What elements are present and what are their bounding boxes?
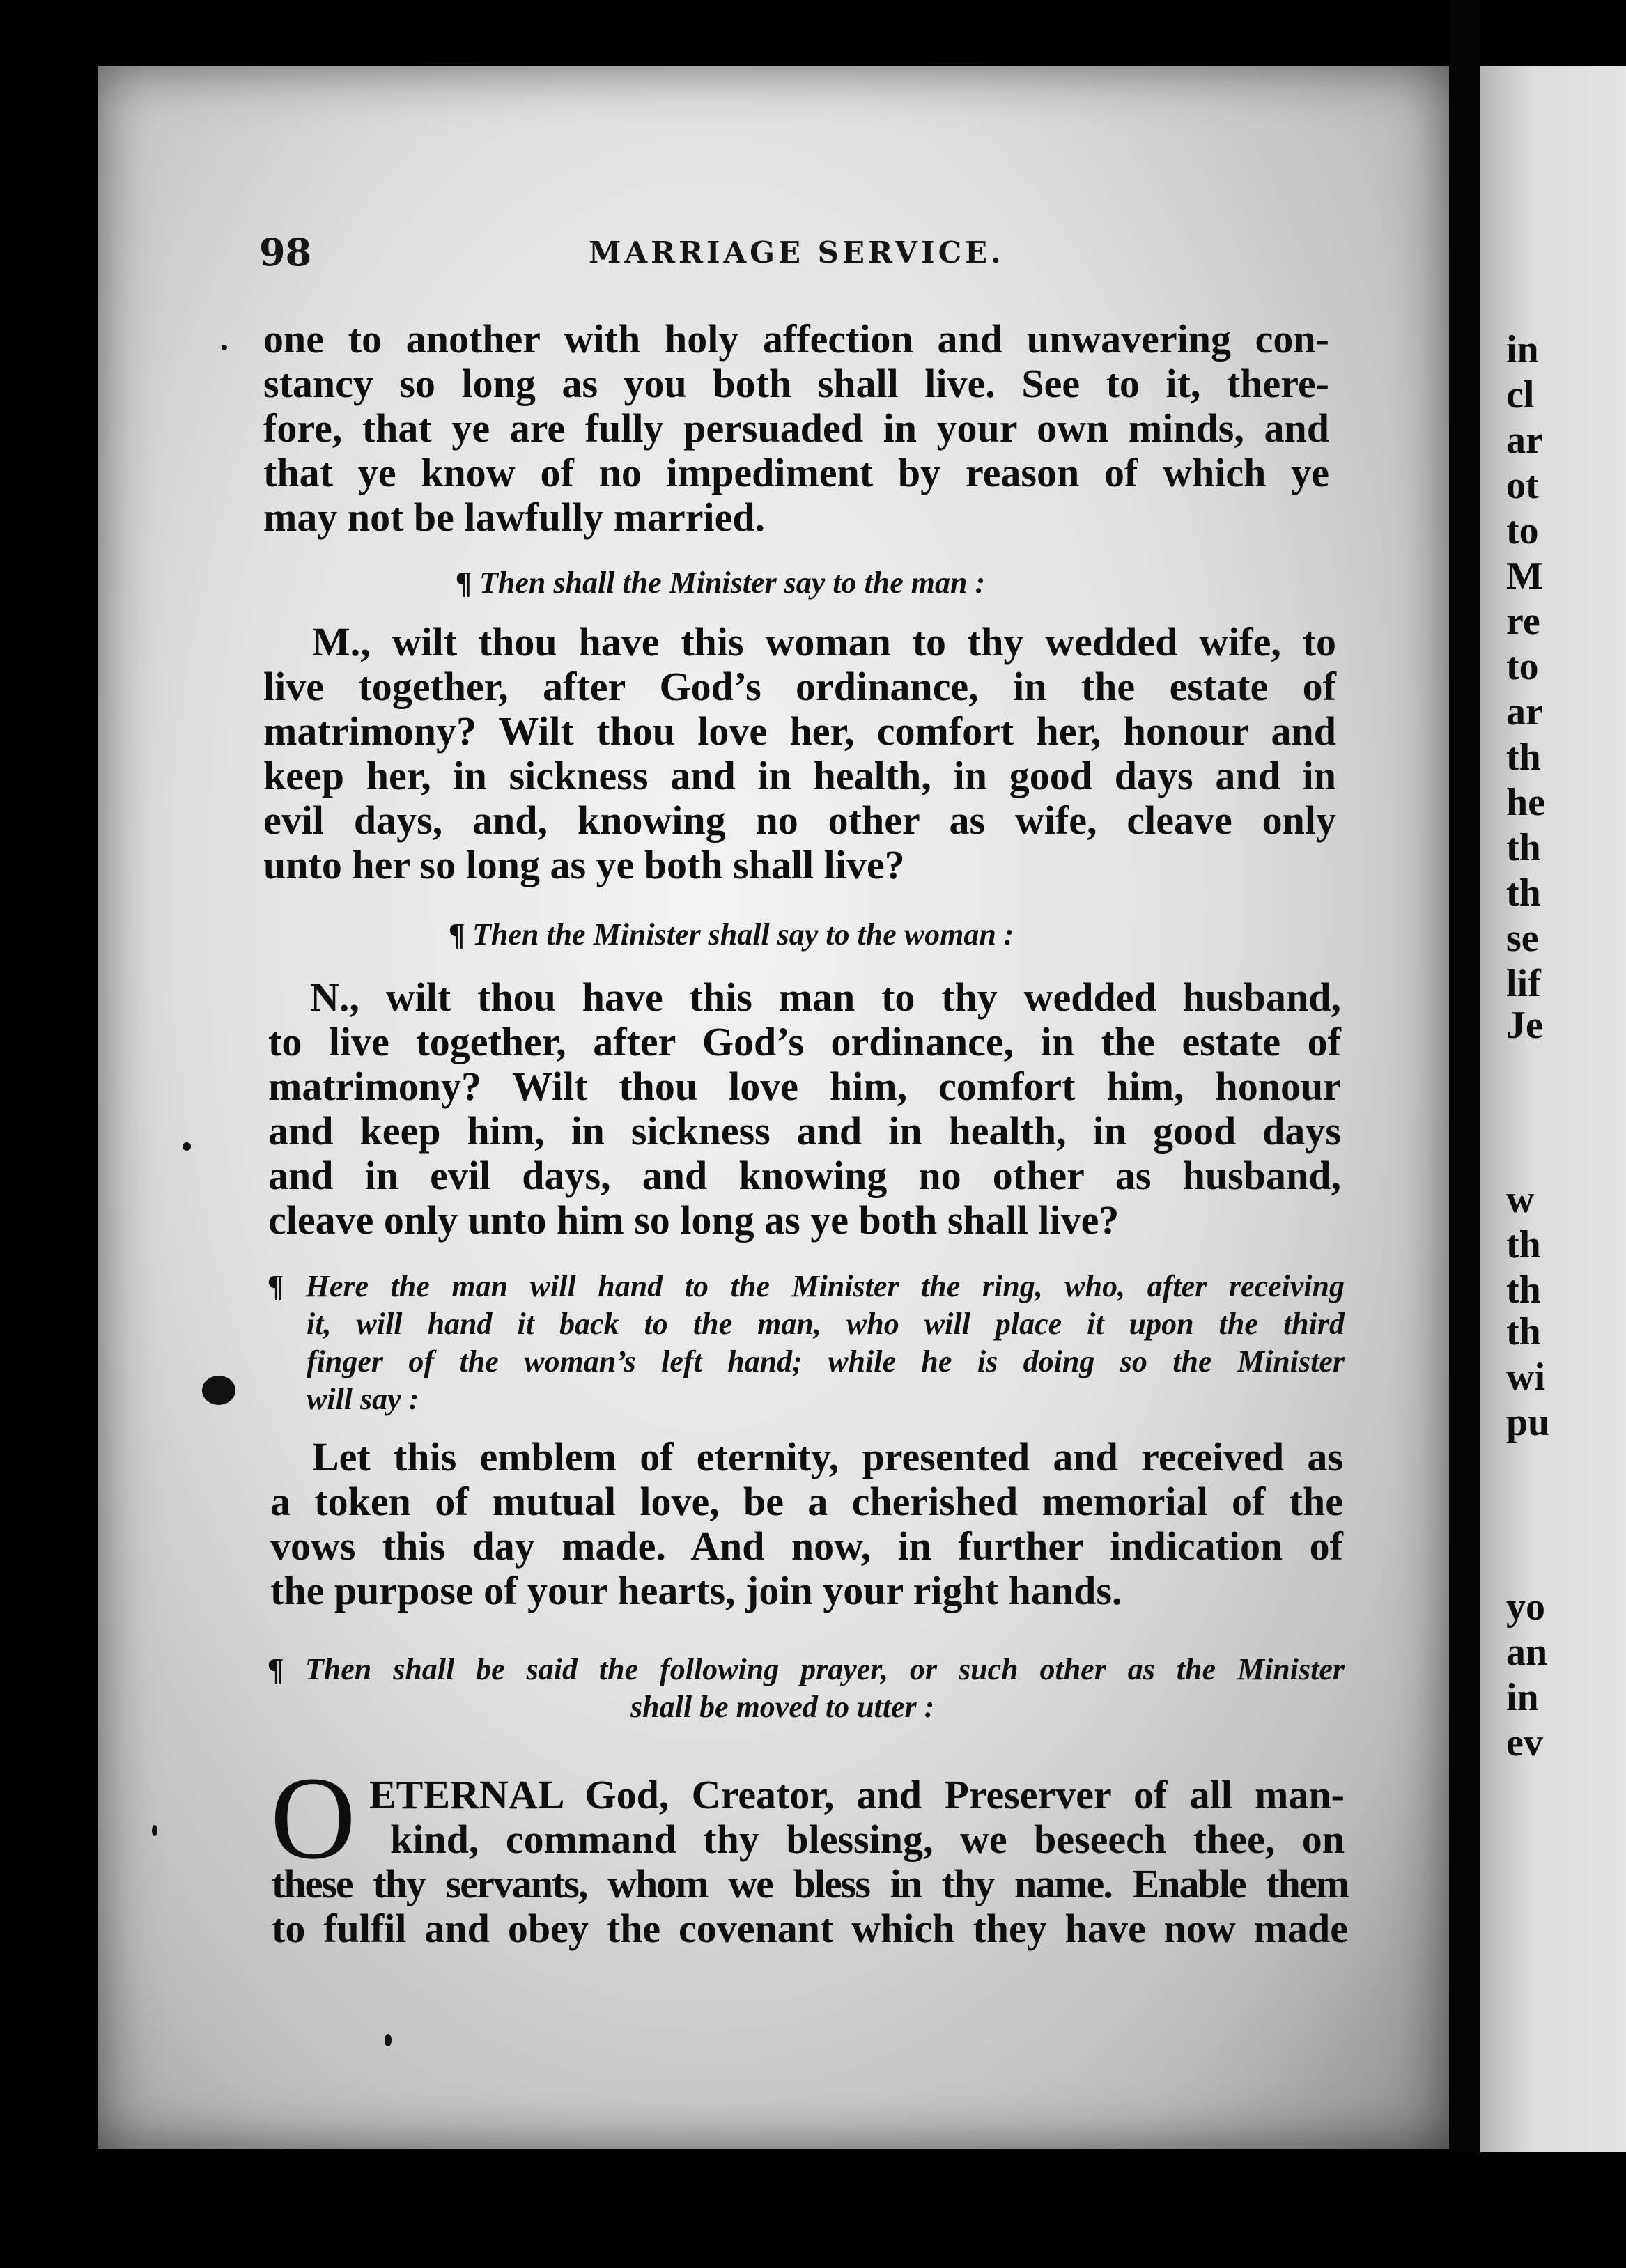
facing-page-fragment: th [1506, 1223, 1541, 1266]
rubric-line: finger of the woman’s left hand; while he is doing so the Minister [307, 1344, 1345, 1378]
text-line: kind, command thy blessing, we beseech thee, on [390, 1817, 1345, 1862]
text-line: and keep him, in sickness and in health, in good days [268, 1108, 1341, 1154]
text-line: live together, after God’s ordinance, in the estate of [263, 664, 1336, 709]
text-line: matrimony? Wilt thou love him, comfort him, honour [268, 1064, 1341, 1109]
rubric-line: it, will hand it back to the man, who will place it upon the third [307, 1307, 1345, 1341]
prayer-opening [369, 1773, 1345, 1862]
facing-page-fragment: to [1506, 645, 1539, 688]
facing-page-fragment: an [1506, 1631, 1548, 1674]
drop-cap: O [270, 1753, 356, 1883]
facing-page [1480, 66, 1626, 2177]
facing-page-fragment: in [1506, 1676, 1539, 1719]
text-line: stancy so long as you both shall live. See to it, there- [263, 361, 1329, 406]
facing-page-fragment: th [1506, 1268, 1541, 1312]
facing-page-fragment: re [1506, 600, 1540, 643]
facing-page-fragment: he [1506, 781, 1545, 824]
ink-blot [202, 1376, 235, 1405]
rubric-line: will say : [307, 1382, 419, 1416]
rubric-ring [268, 1268, 1345, 1418]
ink-speck [152, 1825, 157, 1836]
rubric-line: ¶ Then the Minister shall say to the woman : [449, 917, 1014, 952]
page-number: 98 [259, 230, 312, 274]
facing-page-fragment: th [1506, 871, 1541, 915]
facing-page-fragment: ot [1506, 464, 1539, 507]
text-line: evil days, and, knowing no other as wife, cleave only [263, 798, 1336, 843]
rubric-line: shall be moved to utter : [630, 1690, 935, 1724]
text-line: M., wilt thou have this woman to thy wedded wife, to [312, 619, 1336, 665]
ring-blessing [270, 1435, 1343, 1613]
text-line: N., wilt thou have this man to thy wedded husband, [310, 974, 1341, 1020]
text-line: one to another with holy affection and unwavering con- [263, 316, 1329, 362]
facing-page-fragment: yo [1506, 1585, 1545, 1629]
facing-page-fragment: ar [1506, 419, 1543, 462]
facing-page-fragment: ev [1506, 1721, 1543, 1764]
book-gutter [1449, 0, 1480, 2268]
ink-speck [222, 345, 227, 350]
facing-page-fragment: se [1506, 917, 1539, 960]
text-line: a token of mutual love, be a cherished memorial of the [270, 1479, 1343, 1524]
text-line: ETERNAL God, Creator, and Preserver of all man- [369, 1772, 1345, 1817]
facing-page-fragment: M [1506, 554, 1543, 598]
running-title: MARRIAGE SERVICE. [589, 235, 1005, 270]
rubric-line: ¶ Here the man will hand to the Minister the ring, who, after receiving [268, 1269, 1345, 1303]
text-line: that ye know of no impediment by reason of which ye [263, 450, 1329, 495]
facing-page-fragment: th [1506, 736, 1541, 779]
facing-page-fragment: ar [1506, 690, 1543, 733]
prayer-continuation [272, 1862, 1348, 1951]
rubric-to-man [456, 564, 985, 602]
facing-page-fragment: th [1506, 1310, 1541, 1353]
facing-page-fragment: lif [1506, 962, 1541, 1005]
facing-page-fragment: to [1506, 509, 1539, 552]
scan-border [0, 2152, 1626, 2268]
text-line: the purpose of your hearts, join your right hands. [270, 1568, 1122, 1613]
text-line: matrimony? Wilt thou love her, comfort her, honour and [263, 708, 1336, 754]
text-line: cleave only unto him so long as ye both shall live? [268, 1197, 1120, 1243]
rubric-prayer [268, 1651, 1345, 1726]
facing-page-fragment: wi [1506, 1356, 1545, 1399]
ink-speck [183, 1142, 191, 1151]
text-line: Let this emblem of eternity, presented and received as [312, 1434, 1343, 1479]
text-line: and in evil days, and knowing no other as husband, [268, 1153, 1341, 1198]
facing-page-fragment: Je [1506, 1004, 1543, 1047]
text-line: these thy servants, whom we bless in thy name. Enable them [272, 1861, 1348, 1906]
facing-page-fragment: cl [1506, 373, 1535, 417]
rubric-line: ¶ Then shall be said the following prayer, or such other as the Minister [268, 1652, 1345, 1686]
text-line: keep her, in sickness and in health, in good days and in [263, 753, 1336, 798]
facing-page-fragment: in [1506, 328, 1539, 371]
text-line: to fulfil and obey the covenant which they have now made [272, 1906, 1348, 1951]
facing-page-fragment: w [1506, 1178, 1535, 1221]
rubric-to-woman [449, 916, 1014, 954]
facing-page-fragment: th [1506, 826, 1541, 869]
ink-speck [385, 2034, 392, 2046]
text-line: unto her so long as ye both shall live? [263, 842, 905, 887]
paragraph-continuation [263, 317, 1329, 540]
text-line: may not be lawfully married. [263, 495, 766, 540]
text-line: vows this day made. And now, in further indication of [270, 1523, 1343, 1569]
rubric-line: ¶ Then shall the Minister say to the man : [456, 566, 986, 600]
vow-to-man [263, 620, 1336, 887]
facing-page-fragment: pu [1506, 1401, 1550, 1444]
vow-to-woman [268, 975, 1341, 1243]
text-line: fore, that ye are fully persuaded in your own minds, and [263, 405, 1329, 451]
text-line: to live together, after God’s ordinance, in the estate of [268, 1019, 1341, 1064]
